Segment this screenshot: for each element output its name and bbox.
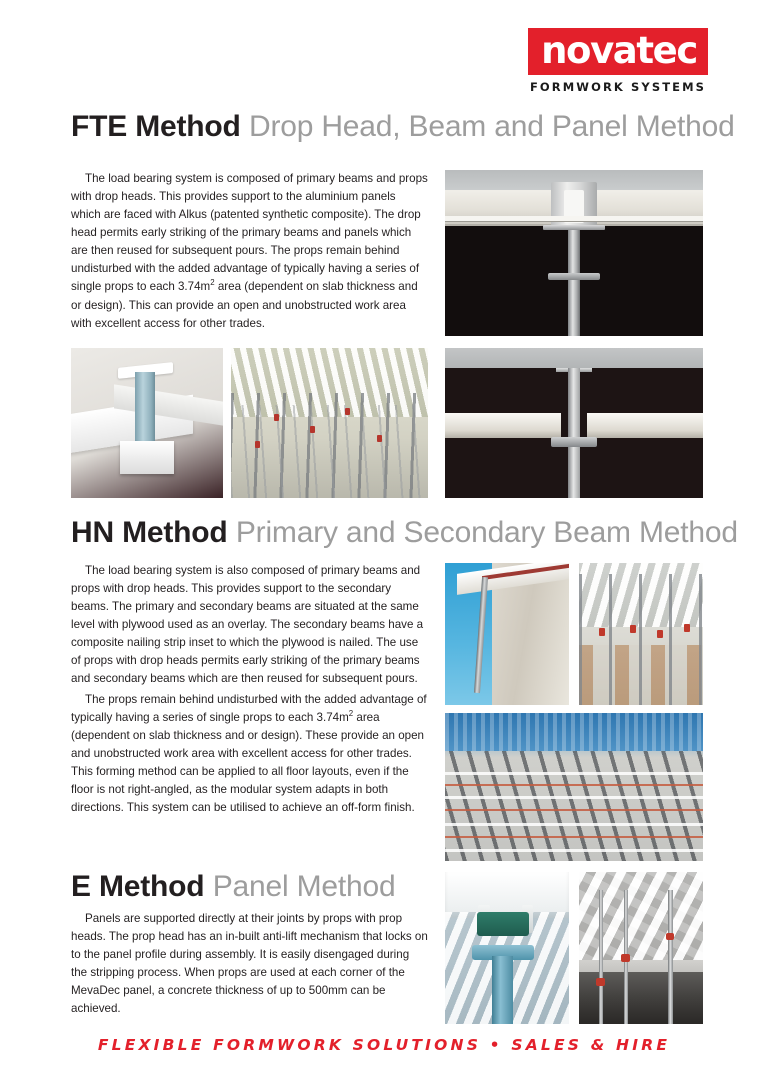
waffle-slab-props-photo	[579, 872, 703, 1024]
prop-against-sky-photo	[445, 563, 569, 705]
paragraph: The load bearing system is also composed of primary beams and props with drop heads. This provides support to the secondary beams. The primary and secondary beams are situated at the same level with plywood used as an overlay. The secondary beams have a composite nailing strip inset to which the plywood is nailed. The use of props with drop heads permits early striking of the primary beams and secondary beams which are then reused for subsequent pours.	[71, 564, 424, 686]
section-heading-e	[71, 872, 395, 902]
section-subtitle-hn: Primary and Secondary Beam Method	[235, 516, 738, 549]
section-subtitle-fte: Drop Head, Beam and Panel Method	[248, 110, 735, 143]
section-heading-hn	[71, 518, 738, 548]
section-title-e: E Method	[71, 870, 205, 903]
section-subtitle-e: Panel Method	[212, 870, 396, 903]
logo-tagline: FORMWORK SYSTEMS	[529, 80, 707, 95]
section-body-fte	[71, 170, 428, 333]
site-soffit-props-photo	[231, 348, 428, 498]
green-prop-head-photo	[445, 872, 569, 1024]
footer-tagline: FLEXIBLE FORMWORK SOLUTIONS • SALES & HIRE	[97, 1036, 671, 1054]
beam-grid-deck-photo	[445, 713, 703, 861]
paragraph: The props remain behind undisturbed with the added advantage of typically having a series of single props to each $3.74m^2$ area (dependent on slab thickness and or design). These provide an open and unobstructed work area with excellent access for other trades. This forming method can be applied to all floor layouts, even if the floor is not right-angled, as the modular system adapts in both directions. This system can be utilised to achieve an off-form finish.	[71, 692, 427, 815]
paragraph: Panels are supported directly at their joints by props with prop heads. The prop head has an in-built anti-lift mechanism that locks on to the panel profile during assembly. It is easily disengaged during the stripping process. When props are used at each corner of the MevaDec panel, a concrete thickness of up to 500mm can be achieved.	[71, 912, 428, 1016]
section-body-e	[71, 910, 428, 1018]
novatec-logo	[528, 28, 708, 94]
drop-head-underside-photo	[445, 170, 703, 336]
section-heading-fte	[71, 112, 735, 142]
paragraph: The load bearing system is composed of primary beams and props with drop heads. This provides support to the aluminium panels which are faced with Alkus (patented synthetic composite). The drop head permits early striking of the primary beams and panels which are then reused for subsequent pours. The props remain behind undisturbed with the added advantage of typically having a series of single props to each $3.74m^2$ area (dependent on slab thickness and or design). This can provide an open and unobstructed work area with excellent access for other trades.	[71, 172, 428, 330]
section-title-fte: FTE Method	[71, 110, 241, 143]
deck-props-interior-photo	[579, 563, 703, 705]
logo-wordmark: novatec	[541, 29, 697, 72]
section-title-hn: HN Method	[71, 516, 228, 549]
section-body-hn	[71, 562, 428, 817]
logo-red-bar	[528, 28, 708, 75]
prop-head-on-panel-photo	[71, 348, 223, 498]
panel-joint-at-prop-photo	[445, 348, 703, 498]
